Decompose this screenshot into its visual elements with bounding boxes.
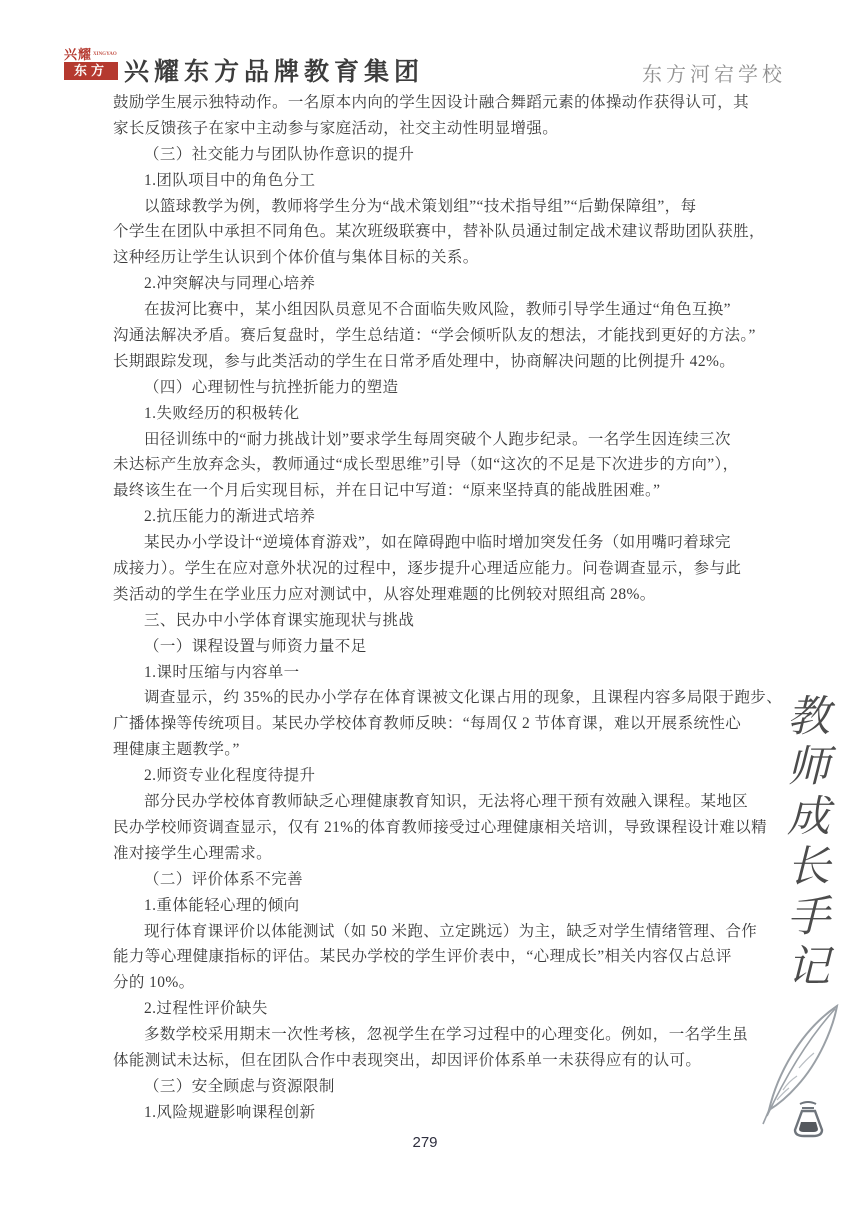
body-line: 2.师资专业化程度待提升 (144, 767, 316, 785)
body-line: 能力等心理健康指标的评估。某民办学校的学生评价表中，“心理成长”相关内容仅占总评 (113, 948, 732, 966)
body-line: 准对接学生心理需求。 (113, 844, 273, 862)
body-line: 最终该生在一个月后实现目标，并在日记中写道：“原来坚持真的能战胜困难。” (113, 482, 661, 500)
logo-latin-text: XINGYAO (93, 52, 117, 57)
body-line: 在拔河比赛中，某小组因队员意见不合面临失败风险，教师引导学生通过“角色互换” (144, 301, 731, 319)
body-line: （三）安全顾虑与资源限制 (144, 1077, 335, 1095)
logo-char-top: 兴耀 (64, 47, 93, 62)
body-line: 现行体育课评价以体能测试（如 50 米跑、立定跳远）为主，缺乏对学生情绪管理、合作 (144, 922, 758, 940)
quill-inkpot-icon (753, 998, 848, 1138)
body-line: 长期跟踪发现，参与此类活动的学生在日常矛盾处理中，协商解决问题的比例提升 42%。 (113, 352, 736, 370)
body-line: 多数学校采用期末一次性考核，忽视学生在学习过程中的心理变化。例如，一名学生虽 (144, 1026, 749, 1044)
body-line: 分的 10%。 (113, 974, 195, 992)
body-line: 某民办小学设计“逆境体育游戏”，如在障碍跑中临时增加突发任务（如用嘴叼着球完 (144, 534, 731, 552)
body-line: 1.课时压缩与内容单一 (144, 663, 300, 681)
body-line: （三）社交能力与团队协作意识的提升 (144, 145, 415, 163)
page-footer (0, 1134, 850, 1151)
body-line: 民办学校师资调查显示，仅有 21%的体育教师接受过心理健康相关培训，导致课程设计难以精 (113, 818, 767, 836)
brand-seal-logo (64, 48, 118, 88)
body-line: 1.团队项目中的角色分工 (144, 171, 316, 189)
body-line: 以篮球教学为例，教师将学生分为“战术策划组”“技术指导组”“后勤保障组”，每 (144, 197, 697, 215)
body-line: 鼓励学生展示独特动作。一名原本内向的学生因设计融合舞蹈元素的体操动作获得认可，其 (113, 94, 750, 111)
body-line: 成接力）。学生在应对意外状况的过程中，逐步提升心理适应能力。问卷调查显示，参与此 (113, 560, 742, 578)
logo-char-bottom: 东方 (64, 62, 118, 80)
body-line: （一）课程设置与师资力量不足 (144, 637, 367, 655)
document-body (113, 90, 783, 1126)
body-line: （二）评价体系不完善 (144, 870, 304, 888)
body-line: 1.风险规避影响课程创新 (144, 1103, 316, 1121)
body-line: 这种经历让学生认识到个体价值与集体目标的关系。 (113, 249, 479, 267)
body-line: 未达标产生放弃念头，教师通过“成长型思维”引导（如“这次的不足是下次进步的方向”）， (113, 456, 739, 474)
body-line: 2.过程性评价缺失 (144, 1000, 268, 1018)
body-line: 沟通法解决矛盾。赛后复盘时，学生总结道：“学会倾听队友的想法，才能找到更好的方法。” (113, 327, 756, 345)
body-line: （四）心理韧性与抗挫折能力的塑造 (144, 378, 399, 396)
margin-calligraphy-text: 教师成长手记 (780, 693, 830, 993)
body-line: 三、民办中小学体育课实施现状与挑战 (144, 611, 415, 629)
body-line: 1.失败经历的积极转化 (144, 404, 300, 422)
company-name: 兴耀东方品牌教育集团 (124, 57, 425, 86)
school-name: 东方河宕学校 (642, 62, 786, 86)
body-line: 1.重体能轻心理的倾向 (144, 896, 300, 914)
body-line: 体能测试未达标，但在团队合作中表现突出，却因评价体系单一未获得应有的认可。 (113, 1051, 702, 1069)
body-line: 个学生在团队中承担不同角色。某次班级联赛中，替补队员通过制定战术建议帮助团队获胜， (113, 223, 765, 241)
body-line: 2.冲突解决与同理心培养 (144, 275, 316, 293)
page-number: 279 (412, 1134, 438, 1151)
body-line: 2.抗压能力的渐进式培养 (144, 508, 316, 526)
body-line: 广播体操等传统项目。某民办学校体育教师反映：“每周仅 2 节体育课，难以开展系统性心 (113, 715, 742, 733)
body-line: 类活动的学生在学业压力应对测试中，从容处理难题的比例较对照组高 28%。 (113, 585, 656, 603)
body-line: 田径训练中的“耐力挑战计划”要求学生每周突破个人跑步纪录。一名学生因连续三次 (144, 430, 731, 448)
body-line: 调查显示，约 35%的民办小学存在体育课被文化课占用的现象，且课程内容多局限于跑步、 (144, 689, 783, 707)
body-line: 理健康主题教学。” (113, 741, 240, 759)
body-line: 家长反馈孩子在家中主动参与家庭活动，社交主动性明显增强。 (113, 119, 559, 137)
page-header (64, 46, 786, 92)
body-line: 部分民办学校体育教师缺乏心理健康教育知识，无法将心理干预有效融入课程。某地区 (144, 793, 749, 811)
